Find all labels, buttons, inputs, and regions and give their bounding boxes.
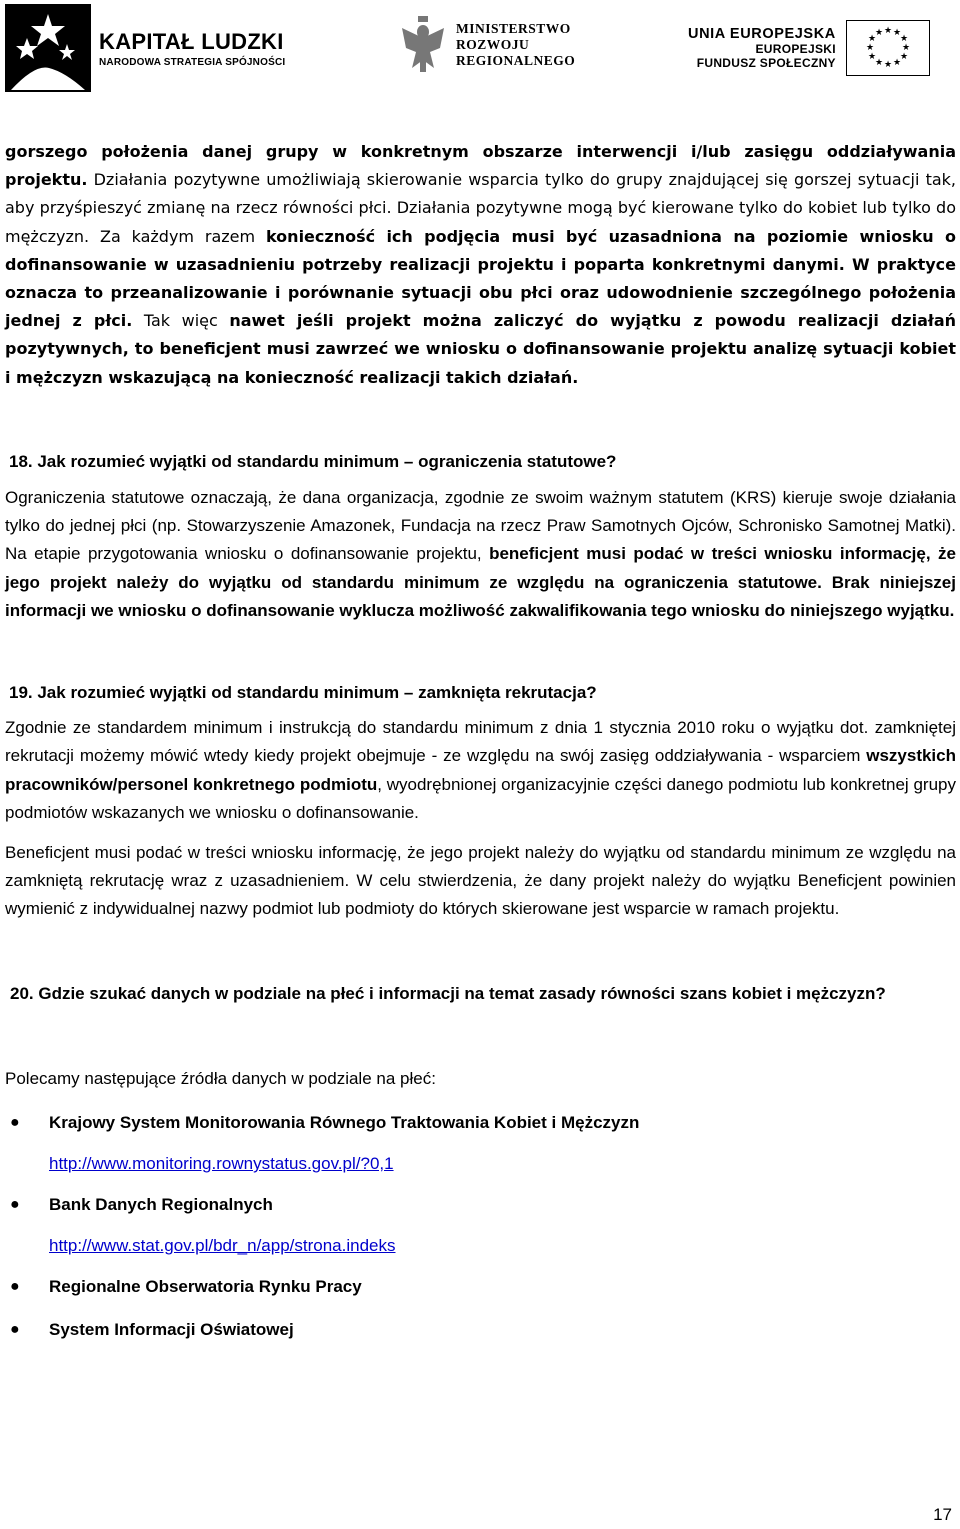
eu-flag-icon bbox=[846, 20, 930, 76]
question-19-answer-1 bbox=[5, 714, 956, 827]
page-content bbox=[5, 138, 956, 1344]
source-name: Krajowy System Monitorowania Równego Traktowania Kobiet i Mężczyzn bbox=[49, 1113, 640, 1133]
source-link[interactable]: http://www.monitoring.rownystatus.gov.pl/?0,1 bbox=[49, 1154, 394, 1174]
bullet-icon: ● bbox=[10, 1321, 20, 1339]
svg-text:★: ★ bbox=[867, 52, 876, 62]
kapital-ludzki-subtitle: NARODOWA STRATEGIA SPÓJNOŚCI bbox=[99, 56, 286, 68]
list-item bbox=[5, 1316, 956, 1344]
question-20-intro: Polecamy następujące źródła danych w podziale na płeć: bbox=[5, 1068, 436, 1088]
svg-text:★: ★ bbox=[865, 43, 874, 53]
intro-bold-end: nawet jeśli projekt można zaliczyć do wyjątku z powodu realizacji działań pozytywnych, to beneficjent musi zawrzeć we wniosku o dofinansowanie projektu analizę sytuacji kobiet i mężczyzn wskazującą na konieczność realizacji takich działań. bbox=[5, 311, 957, 387]
eu-title: UNIA EUROPEJSKA bbox=[688, 26, 836, 42]
question-19-heading: 19. Jak rozumieć wyjątki od standardu minimum – zamknięta rekrutacja? bbox=[9, 683, 597, 703]
q19-bold-text: wszystkich pracowników/personel konkretnego podmiotu bbox=[5, 746, 956, 794]
list-item bbox=[5, 1191, 956, 1219]
ministry-line-2: ROZWOJU bbox=[456, 37, 530, 52]
source-link[interactable]: http://www.stat.gov.pl/bdr_n/app/strona.indeks bbox=[49, 1236, 396, 1256]
svg-text:★: ★ bbox=[874, 28, 883, 38]
q18-bold-text: beneficjent musi podać w treści wniosku informację, że jego projekt należy do wyjątku od standardu minimum ze względu na ograniczenia statutowe. Brak niniejszej informacji we wniosku o dofinansowanie wyklucza możliwość zakwalifikowania tego wniosku do niniejszego wyjątku. bbox=[5, 544, 956, 620]
ministry-line-1: MINISTERSTWO bbox=[456, 21, 571, 36]
list-item-link bbox=[5, 1150, 956, 1178]
ministry-logo bbox=[398, 14, 575, 76]
svg-text:★: ★ bbox=[874, 58, 883, 68]
list-item-link bbox=[5, 1232, 956, 1260]
eu-line-2: EUROPEJSKI bbox=[755, 42, 836, 56]
bullet-icon: ● bbox=[10, 1114, 20, 1132]
eagle-emblem-icon bbox=[398, 14, 448, 76]
svg-text:★: ★ bbox=[899, 34, 908, 44]
bullet-icon: ● bbox=[10, 1278, 20, 1296]
intro-paragraph bbox=[5, 138, 956, 392]
intro-regular-text: Działania pozytywne umożliwiają skierowanie wsparcia tylko do grupy znajdującej się gorszej sytuacji tak, aby przyśpieszyć zmianę na rzecz równości płci. Działania pozytywne mogą być kierowane tylko do kobiet lub tylko do mężczyzn. Za każdym razem bbox=[5, 170, 956, 246]
q19-text-b: , wyodrębnionej organizacyjnie części danego podmiotu lub konkretnej grupy podmiotów wskazanych we wniosku o dofinansowanie. bbox=[5, 774, 956, 822]
source-name: System Informacji Oświatowej bbox=[49, 1320, 294, 1340]
svg-text:★: ★ bbox=[901, 43, 910, 53]
question-20-heading: 20. Gdzie szukać danych w podziale na płeć i informacji na temat zasady równości szans kobiet i mężczyzn? bbox=[10, 983, 886, 1003]
q19-text-a: Zgodnie ze standardem minimum i instrukcją do standardu minimum z dnia 1 stycznia 2010 roku o wyjątku dot. zamkniętej rekrutacji możemy mówić wtedy kiedy projekt obejmuje - ze względu na swój zasięg oddziaływania - wsparciem bbox=[5, 718, 956, 766]
question-19-answer-2: Beneficjent musi podać w treści wniosku informację, że jego projekt należy do wyjątku od standardu minimum ze względu na zamkniętą rekrutację wraz z uzasadnieniem. W celu stwierdzenia, że dany projekt należy do wyjątku Beneficjent powinien wymienić z indywidualnej nazwy podmiot lub podmioty do których skierowane jest wsparcie w ramach projektu. bbox=[5, 843, 956, 919]
svg-text:★: ★ bbox=[867, 34, 876, 44]
page-number: 17 bbox=[933, 1505, 952, 1524]
eu-logo bbox=[688, 20, 930, 76]
ministry-line-3: REGIONALNEGO bbox=[456, 53, 576, 68]
svg-text:★: ★ bbox=[899, 52, 908, 62]
question-18-answer bbox=[5, 484, 956, 625]
svg-text:★: ★ bbox=[892, 58, 901, 68]
question-18-heading: 18. Jak rozumieć wyjątki od standardu minimum – ograniczenia statutowe? bbox=[9, 451, 617, 471]
intro-bold-middle: konieczność ich podjęcia musi być uzasadniona na poziomie wniosku o dofinansowanie w uzasadnieniu potrzeby realizacji projektu i poparta konkretnymi danymi. W praktyce oznacza to przeanalizowanie i porównanie sytuacji obu płci oraz udowodnienie szczególnego położenia jednej z płci. bbox=[5, 226, 956, 331]
eu-line-3: FUNDUSZ SPOŁECZNY bbox=[696, 56, 836, 70]
kapital-ludzki-title: KAPITAŁ LUDZKI bbox=[99, 28, 284, 54]
page-header bbox=[0, 0, 960, 100]
list-item bbox=[5, 1273, 956, 1301]
svg-text:★: ★ bbox=[892, 28, 901, 38]
q18-text: Ograniczenia statutowe oznaczają, że dana organizacja, zgodnie ze swoim ważnym statutem (KRS) kieruje swoje działania tylko do jednej płci (np. Stowarzyszenie Amazonek, Fundacja na rzecz Praw Samotnych Ojców, Schronisko Samotnej Matki). Na etapie przygotowania wniosku o dofinansowanie projektu, bbox=[5, 488, 956, 564]
kapital-ludzki-emblem-icon bbox=[5, 4, 91, 92]
data-sources-list bbox=[5, 1109, 956, 1344]
kapital-ludzki-logo bbox=[5, 4, 285, 92]
source-name: Bank Danych Regionalnych bbox=[49, 1195, 273, 1215]
bullet-icon: ● bbox=[10, 1196, 20, 1214]
svg-text:★: ★ bbox=[883, 60, 892, 70]
intro-regular-connector: Tak więc bbox=[132, 311, 230, 331]
list-item bbox=[5, 1109, 956, 1137]
intro-bold-start: gorszego położenia danej grupy w konkretnym obszarze interwencji i/lub zasięgu oddziaływania projektu. bbox=[5, 142, 956, 190]
svg-text:★: ★ bbox=[883, 26, 892, 36]
source-name: Regionalne Obserwatoria Rynku Pracy bbox=[49, 1277, 362, 1297]
